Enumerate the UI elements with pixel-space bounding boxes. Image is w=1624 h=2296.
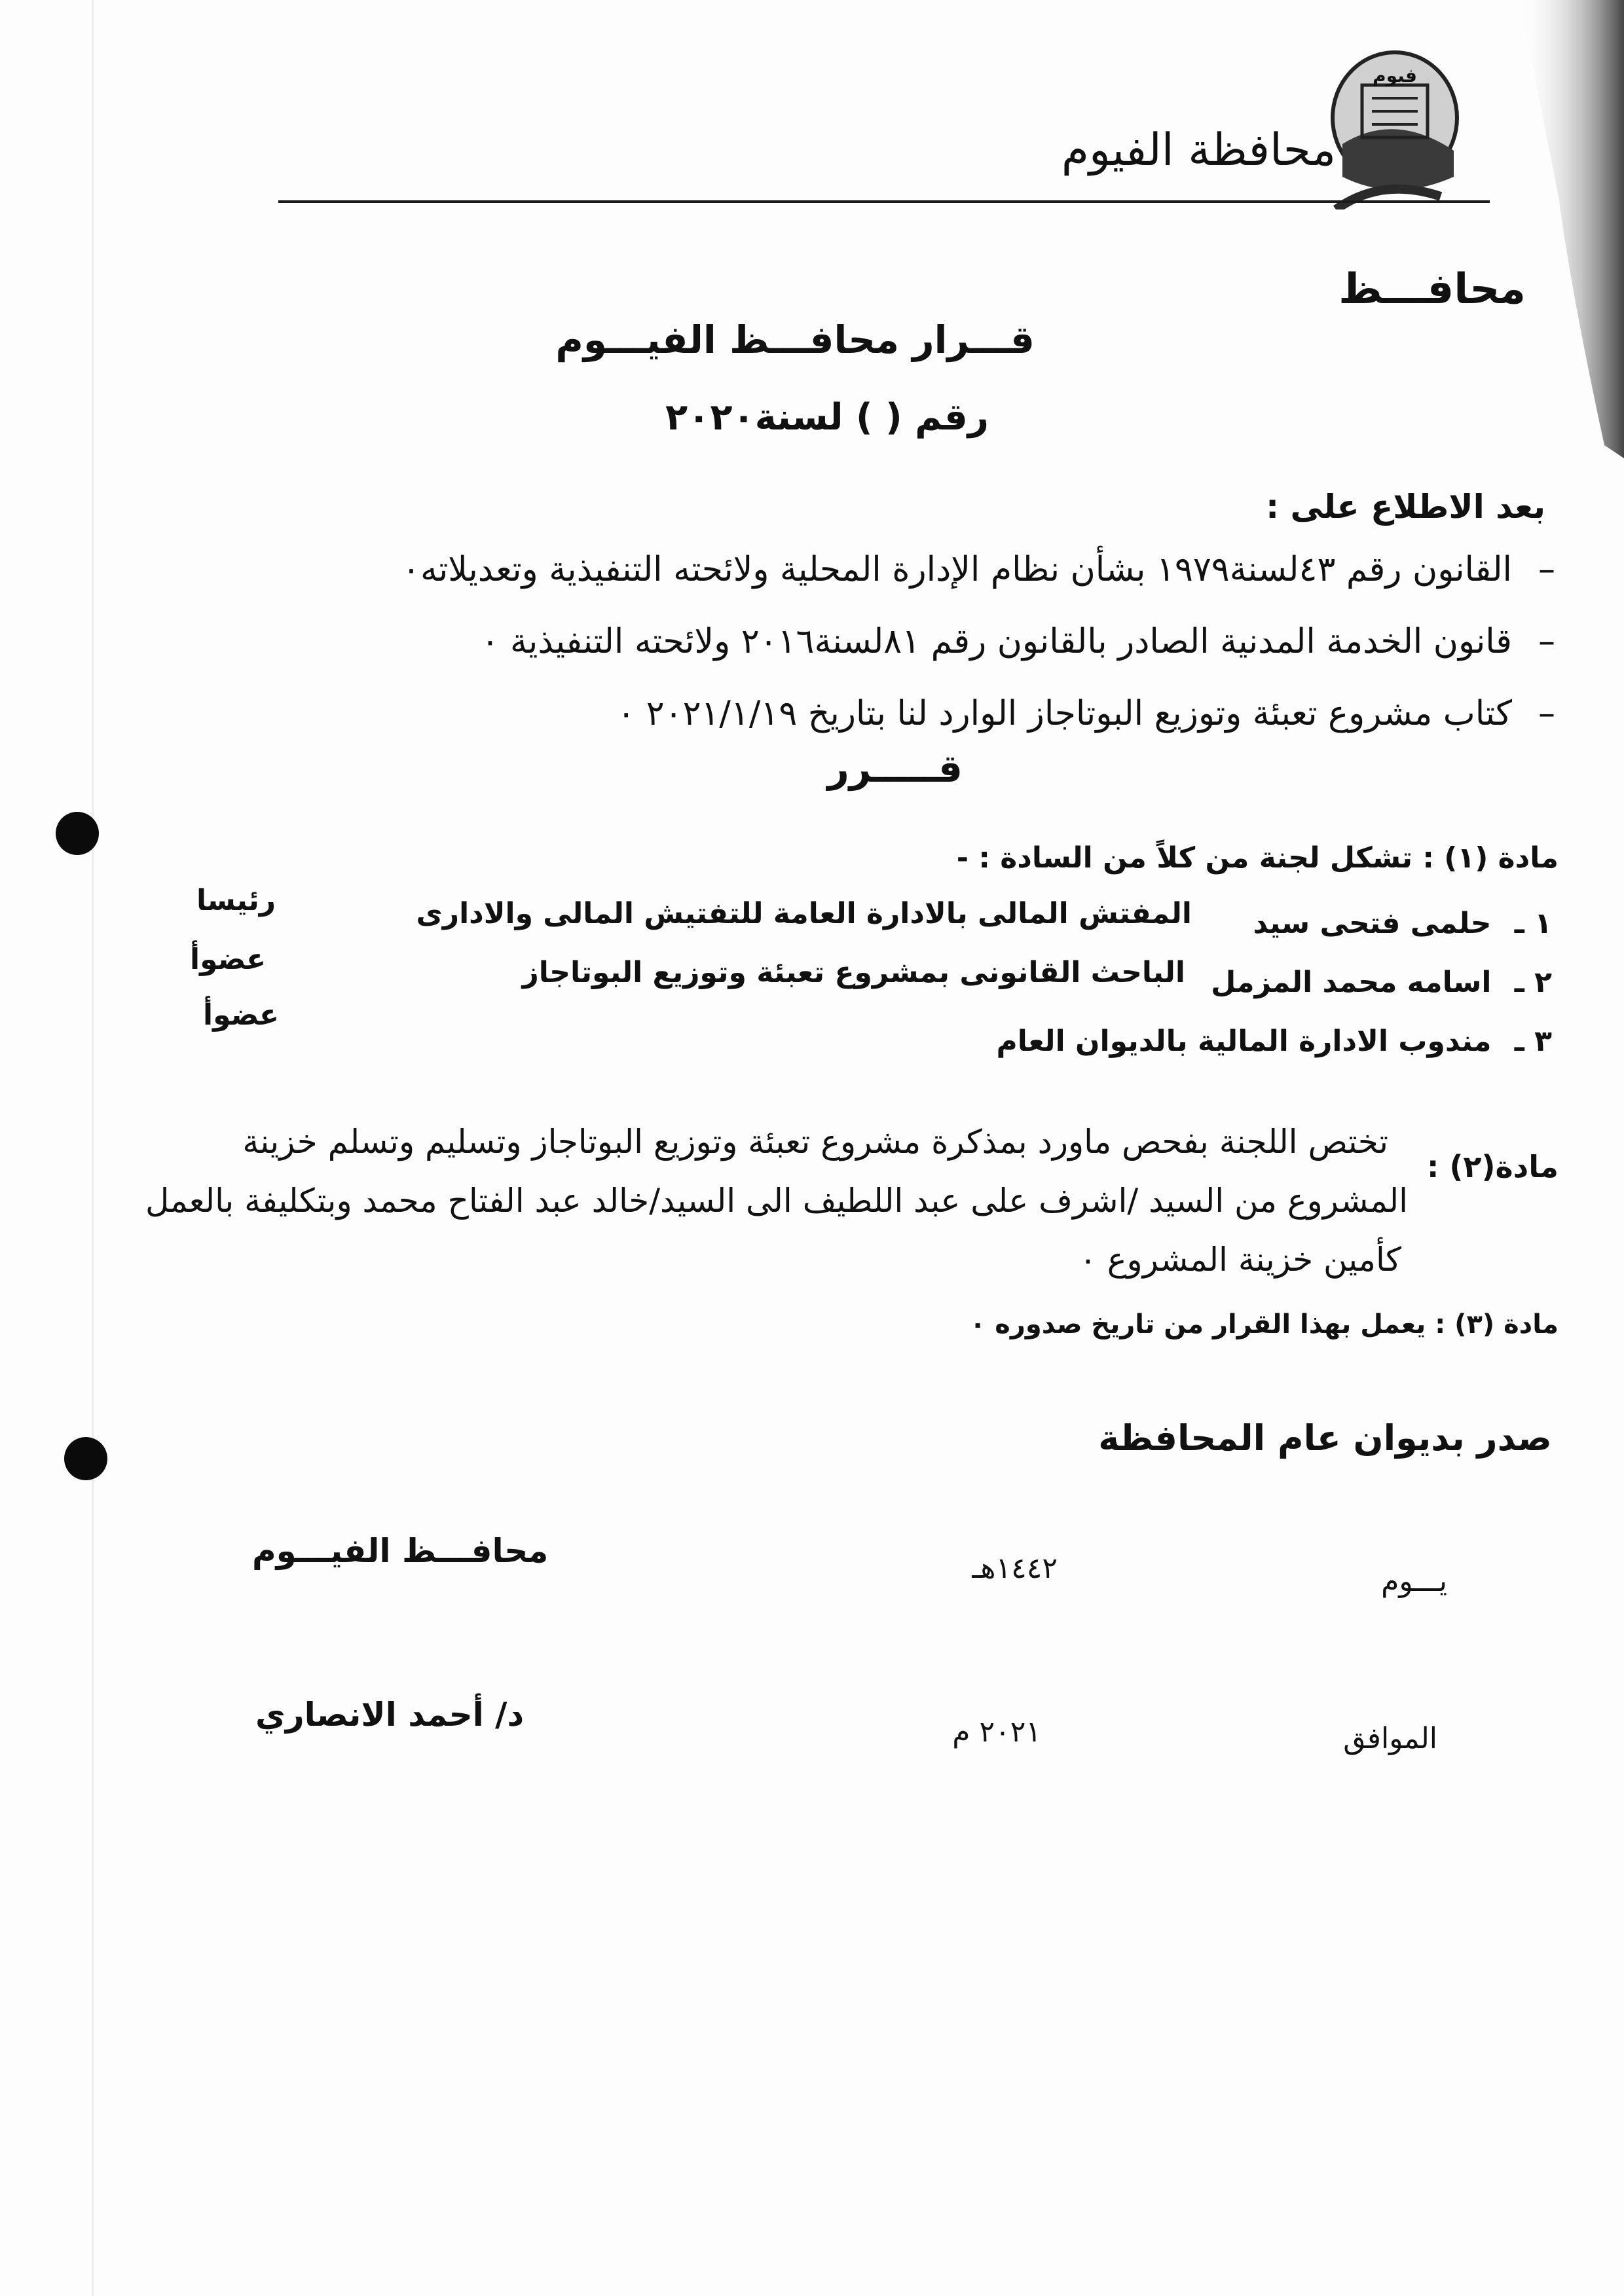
member-1	[1253, 907, 1552, 940]
article-3: مادة (٣) : يعمل بهذا القرار من تاريخ صدوره ٠	[969, 1309, 1559, 1339]
header-rule	[278, 200, 1490, 203]
member-2-role: عضوأ	[190, 943, 267, 976]
fold-line	[92, 0, 94, 2296]
member-3	[996, 1025, 1552, 1058]
day-label: يـــوم	[1381, 1565, 1447, 1598]
member-name: حلمى فتحى سيد	[1253, 907, 1492, 940]
office-label: محافـــظ	[1338, 265, 1526, 314]
preamble-item-text: قانون الخدمة المدنية الصادر بالقانون رقم ٨١لسنة٢٠١٦ ولائحته التنفيذية ٠	[481, 622, 1512, 661]
decree-number-line: رقم ( ) لسنة٢٠٢٠	[665, 396, 989, 439]
binding-hole-bottom	[64, 1437, 107, 1480]
preamble-item-1	[402, 550, 1555, 589]
bullet: –	[1538, 694, 1555, 733]
hijri-date: ١٤٤٢هـ	[972, 1552, 1058, 1585]
agreement-label: الموافق	[1343, 1722, 1437, 1755]
member-name: اسامه محمد المزمل	[1211, 966, 1492, 999]
bullet: –	[1538, 622, 1555, 661]
member-3-role: عضوأ	[203, 998, 280, 1032]
gregorian-date: ٢٠٢١ م	[952, 1715, 1041, 1749]
preamble-item-3	[617, 694, 1555, 733]
member-1-role: رئيسا	[196, 884, 276, 917]
signer-name: د/ أحمد الانصاري	[255, 1696, 525, 1734]
article-2-line-1: تختص اللجنة بفحص ماورد بمذكرة مشروع تعبئة وتوزيع البوتاجاز وتسليم وتسلم خزينة	[242, 1123, 1388, 1161]
member-2-position: الباحث القانونى بمشروع تعبئة وتوزيع البوتاجاز	[522, 956, 1185, 989]
decided-label: قـــــرر	[827, 746, 963, 791]
binding-hole-top	[56, 812, 99, 855]
article-2-line-2: المشروع من السيد /اشرف على عبد اللطيف الى السيد/خالد عبد الفتاح محمد وبتكليفة بالعمل	[145, 1182, 1408, 1220]
preamble-item-2	[481, 622, 1556, 661]
article-2-line-3: كأمين خزينة المشروع ٠	[1079, 1241, 1401, 1279]
member-1-position: المفتش المالى بالادارة العامة للتفتيش المالى والادارى	[416, 897, 1192, 930]
preamble-item-text: القانون رقم ٤٣لسنة١٩٧٩ بشأن نظام الإدارة المحلية ولائحته التنفيذية وتعديلاته٠	[402, 550, 1512, 589]
decree-title: قـــرار محافـــظ الفيـــوم	[555, 318, 1035, 362]
member-number: ٢ ـ	[1514, 966, 1552, 999]
preamble-intro: بعد الاطلاع على :	[1266, 488, 1545, 526]
member-name: مندوب الادارة المالية بالديوان العام	[996, 1025, 1492, 1058]
article-1-heading: مادة (١) : تشكل لجنة من كلاً من السادة : -	[956, 841, 1559, 875]
member-2	[1211, 966, 1552, 999]
article-2-label: مادة(٢) :	[1426, 1149, 1559, 1184]
scan-shadow	[1493, 0, 1624, 458]
governorate-emblem-icon	[1323, 46, 1473, 210]
member-number: ٣ ـ	[1514, 1025, 1552, 1058]
preamble-item-text: كتاب مشروع تعبئة وتوزيع البوتاجاز الوارد لنا بتاريخ ٢٠٢١/١/١٩ ٠	[617, 694, 1512, 733]
issued-statement: صدر بديوان عام المحافظة	[1098, 1417, 1552, 1459]
governorate-name: محافظة الفيوم	[1061, 124, 1336, 176]
bullet: –	[1538, 550, 1555, 589]
svg-text:فيوم: فيوم	[1373, 65, 1417, 86]
member-number: ١ ـ	[1514, 907, 1552, 940]
signer-title: محافـــظ الفيـــوم	[252, 1532, 549, 1570]
